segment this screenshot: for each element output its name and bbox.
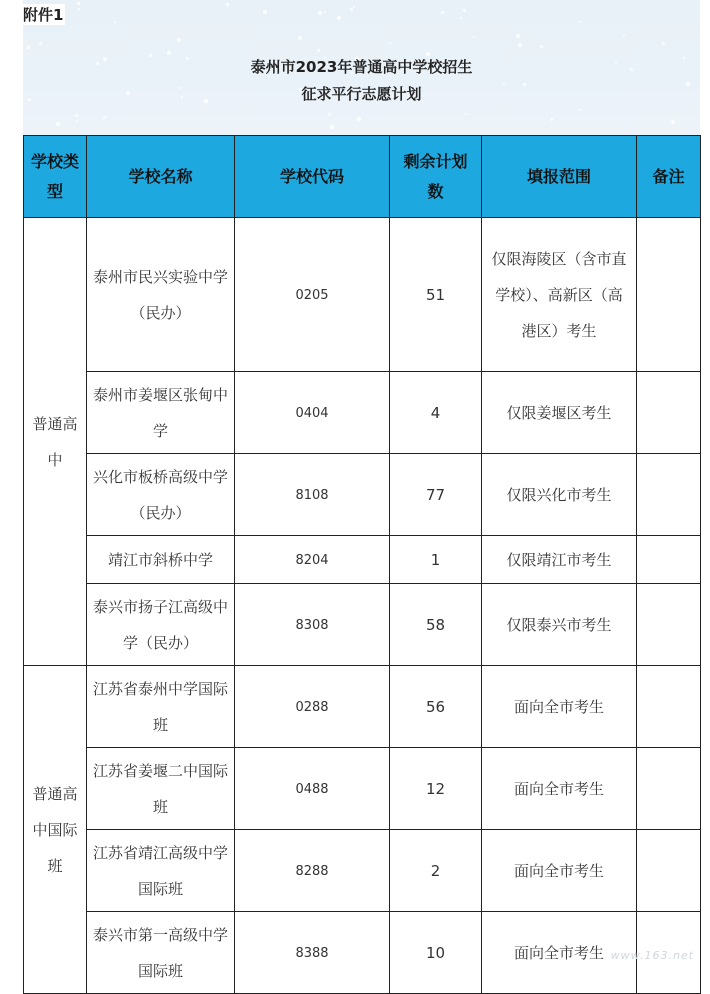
cell-school-code: 8108 bbox=[235, 454, 390, 536]
cell-school-name: 江苏省泰州中学国际班 bbox=[87, 666, 235, 748]
snow-dot bbox=[75, 114, 78, 117]
cell-school-name: 江苏省靖江高级中学国际班 bbox=[87, 830, 235, 912]
cell-remaining: 56 bbox=[390, 666, 482, 748]
cell-school-name: 泰兴市第一高级中学国际班 bbox=[87, 912, 235, 994]
snow-dot bbox=[579, 21, 581, 23]
snow-dot bbox=[324, 11, 326, 13]
snow-dot bbox=[389, 42, 391, 44]
cell-scope: 面向全市考生 bbox=[482, 830, 637, 912]
snow-dot bbox=[579, 109, 581, 111]
cell-school-code: 8388 bbox=[235, 912, 390, 994]
snow-dot bbox=[441, 11, 444, 14]
snow-dot bbox=[550, 118, 553, 121]
snow-dot bbox=[177, 38, 181, 42]
cell-school-type: 普通高中 bbox=[24, 218, 87, 666]
cell-school-name: 兴化市板桥高级中学（民办） bbox=[87, 454, 235, 536]
snow-dot bbox=[518, 43, 522, 47]
cell-school-code: 0288 bbox=[235, 666, 390, 748]
cell-school-code: 8204 bbox=[235, 536, 390, 584]
snow-dot bbox=[56, 122, 60, 126]
snow-dot bbox=[39, 42, 42, 45]
watermark: www.163.net bbox=[610, 949, 694, 962]
snow-dot bbox=[350, 8, 353, 11]
snow-dot bbox=[465, 113, 467, 115]
cell-school-code: 0205 bbox=[235, 218, 390, 372]
cell-scope: 仅限海陵区（含市直学校）、高新区（高港区）考生 bbox=[482, 218, 637, 372]
cell-remaining: 58 bbox=[390, 584, 482, 666]
header-note: 备注 bbox=[637, 136, 701, 218]
header-type: 学校类型 bbox=[24, 136, 87, 218]
cell-school-name: 泰兴市扬子江高级中学（民办） bbox=[87, 584, 235, 666]
snow-dot bbox=[337, 16, 341, 20]
snow-dot bbox=[330, 125, 334, 129]
snow-dot bbox=[78, 8, 80, 10]
cell-remaining: 10 bbox=[390, 912, 482, 994]
cell-note bbox=[637, 666, 701, 748]
header-scope: 填报范围 bbox=[482, 136, 637, 218]
cell-remaining: 2 bbox=[390, 830, 482, 912]
snow-dot bbox=[357, 117, 361, 121]
cell-scope: 仅限靖江市考生 bbox=[482, 536, 637, 584]
cell-note bbox=[637, 454, 701, 536]
table-row bbox=[24, 666, 701, 748]
table-header-row bbox=[24, 136, 701, 218]
cell-school-name: 泰州市姜堰区张甸中学 bbox=[87, 372, 235, 454]
cell-scope: 面向全市考生 bbox=[482, 912, 637, 994]
table-row bbox=[24, 830, 701, 912]
snow-dot bbox=[226, 3, 229, 6]
snow-dot bbox=[167, 51, 171, 55]
page bbox=[23, 0, 700, 980]
header-remaining: 剩余计划数 bbox=[390, 136, 482, 218]
snow-dot bbox=[317, 49, 320, 52]
snow-dot bbox=[353, 6, 355, 8]
title-line-2: 征求平行志愿计划 bbox=[301, 85, 422, 103]
cell-remaining: 51 bbox=[390, 218, 482, 372]
table-row bbox=[24, 372, 701, 454]
title-line-1: 泰州市2023年普通高中学校招生 bbox=[250, 58, 473, 76]
snow-dot bbox=[623, 34, 625, 36]
cell-note bbox=[637, 584, 701, 666]
cell-school-name: 靖江市斜桥中学 bbox=[87, 536, 235, 584]
cell-school-name: 泰州市民兴实验中学（民办） bbox=[87, 218, 235, 372]
attachment-label: 附件1 bbox=[23, 6, 64, 24]
cell-remaining: 1 bbox=[390, 536, 482, 584]
header-code: 学校代码 bbox=[235, 136, 390, 218]
snow-dot bbox=[328, 113, 331, 116]
cell-school-code: 8288 bbox=[235, 830, 390, 912]
cell-remaining: 77 bbox=[390, 454, 482, 536]
table-row bbox=[24, 536, 701, 584]
cell-school-code: 0404 bbox=[235, 372, 390, 454]
cell-remaining: 12 bbox=[390, 748, 482, 830]
cell-school-code: 0488 bbox=[235, 748, 390, 830]
table-row bbox=[24, 584, 701, 666]
plan-table bbox=[23, 135, 701, 994]
cell-school-name: 江苏省姜堰二中国际班 bbox=[87, 748, 235, 830]
cell-school-code: 8308 bbox=[235, 584, 390, 666]
cell-note bbox=[637, 830, 701, 912]
cell-note bbox=[637, 218, 701, 372]
table-row bbox=[24, 218, 701, 372]
snow-dot bbox=[77, 2, 80, 5]
cell-scope: 仅限姜堰区考生 bbox=[482, 372, 637, 454]
snow-dot bbox=[516, 34, 520, 38]
snow-dot bbox=[298, 36, 302, 40]
snow-dot bbox=[540, 45, 543, 48]
cell-school-type: 普通高中国际班 bbox=[24, 666, 87, 994]
snow-dot bbox=[27, 46, 30, 49]
snow-dot bbox=[662, 42, 665, 45]
cell-note bbox=[637, 372, 701, 454]
snow-dot bbox=[318, 11, 322, 15]
table-row bbox=[24, 912, 701, 994]
cell-scope: 面向全市考生 bbox=[482, 666, 637, 748]
cell-remaining: 4 bbox=[390, 372, 482, 454]
snow-dot bbox=[460, 17, 462, 19]
snow-dot bbox=[76, 120, 78, 122]
table-row bbox=[24, 454, 701, 536]
snow-dot bbox=[263, 10, 267, 14]
snow-dot bbox=[463, 9, 466, 12]
cell-note bbox=[637, 536, 701, 584]
cell-scope: 仅限兴化市考生 bbox=[482, 454, 637, 536]
snow-dot bbox=[671, 120, 675, 124]
snow-dot bbox=[103, 116, 106, 119]
cell-note bbox=[637, 748, 701, 830]
cell-scope: 仅限泰兴市考生 bbox=[482, 584, 637, 666]
snow-dot bbox=[114, 21, 116, 23]
snow-dot bbox=[473, 36, 475, 38]
header-name: 学校名称 bbox=[87, 136, 235, 218]
table-row bbox=[24, 748, 701, 830]
cell-scope: 面向全市考生 bbox=[482, 748, 637, 830]
